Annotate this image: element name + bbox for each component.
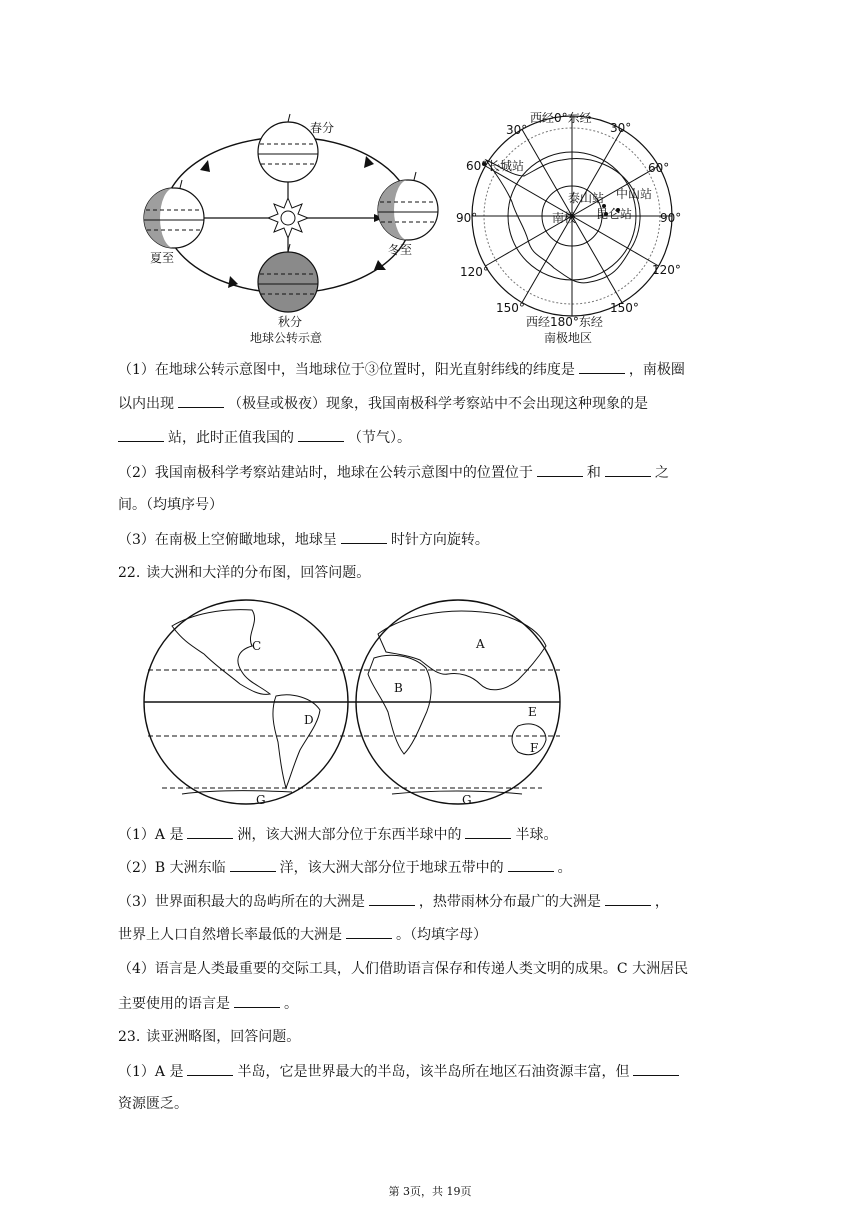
map-label-B: B [394, 681, 403, 695]
antarctic-polar-map [456, 106, 690, 350]
map-label-G-east: G [462, 793, 472, 807]
q21-part2-line2: 间。（均填序号） [118, 497, 223, 513]
answer-blank[interactable] [633, 1061, 679, 1076]
earth-revolution-diagram [138, 110, 448, 350]
question-title: 读亚洲略图，回答问题。 [146, 1029, 301, 1045]
map-label-D: D [304, 713, 314, 727]
station-kunlun: 昆仑站 [596, 207, 633, 221]
label-150-left: 150° [496, 301, 525, 315]
label-spring: 春分 [310, 121, 335, 135]
q21-part1-line3: 站，此时正值我国的 （节气）。 [118, 427, 758, 448]
label-60-right: 60° [648, 161, 670, 175]
continents-oceans-map [142, 594, 566, 814]
label-120-right: 120° [652, 263, 681, 277]
map-label-E: E [528, 705, 537, 719]
answer-blank[interactable] [605, 462, 651, 477]
answer-blank[interactable] [230, 857, 276, 872]
answer-blank[interactable] [346, 924, 392, 939]
answer-blank[interactable] [298, 427, 344, 442]
question-number: 23. [118, 1029, 141, 1045]
earth-winter [378, 172, 438, 240]
label-autumn: 秋分 [278, 315, 303, 329]
answer-blank[interactable] [178, 393, 224, 408]
figure2-caption: 南极地区 [544, 331, 593, 345]
map-label-F: F [530, 741, 539, 755]
label-30-right: 30° [610, 121, 632, 135]
q23-part1-line1: （1）A 是 半岛，它是世界最大的半岛，该半岛所在地区石油资源丰富，但 [118, 1061, 758, 1082]
label-90-left: 90° [456, 211, 478, 225]
answer-blank[interactable] [579, 359, 625, 374]
sun-icon [268, 198, 308, 238]
answer-blank[interactable] [537, 462, 583, 477]
label-120-left: 120° [460, 265, 489, 279]
q21-part3: （3）在南极上空俯瞰地球，地球呈 时针方向旋转。 [118, 529, 758, 550]
q22-part4-line2: 主要使用的语言是 。 [118, 993, 758, 1014]
label-30-left: 30° [506, 123, 528, 137]
figure1-caption: 地球公转示意 [250, 331, 323, 345]
answer-blank[interactable] [187, 824, 233, 839]
earth-autumn [258, 244, 318, 312]
label-pole: 南极 [552, 211, 577, 225]
earth-summer [144, 180, 204, 248]
station-zhongshan: 中山站 [616, 187, 653, 201]
answer-blank[interactable] [465, 824, 511, 839]
answer-blank[interactable] [118, 427, 164, 442]
page-footer: 第 3页，共 19页 [388, 1185, 472, 1198]
map-label-A: A [476, 637, 485, 651]
map-label-top: 西经0°东经 [530, 111, 592, 125]
q21-part2-line1: （2）我国南极科学考察站建站时，地球在公转示意图中的位置位于 和 之 [118, 462, 758, 483]
earth-spring [258, 114, 318, 182]
question-title: 读大洲和大洋的分布图，回答问题。 [146, 565, 371, 581]
station-changcheng: 长城站 [488, 159, 525, 173]
map-label-C: C [252, 639, 262, 653]
answer-blank[interactable] [341, 529, 387, 544]
q22-part1: （1）A 是 洲，该大洲大部分位于东西半球中的 半球。 [118, 824, 758, 845]
label-winter: 冬至 [388, 243, 413, 257]
q22-heading [118, 563, 758, 583]
map-label-G-west: G [256, 793, 266, 807]
answer-blank[interactable] [605, 891, 651, 906]
answer-blank[interactable] [234, 993, 280, 1008]
q21-part1-line2: 以内出现 （极昼或极夜）现象，我国南极科学考察站中不会出现这种现象的是 [118, 393, 758, 414]
q23-heading [118, 1027, 758, 1047]
label-summer: 夏至 [150, 251, 175, 265]
q22-part4-line1: （4）语言是人类最重要的交际工具，人们借助语言保存和传递人类文明的成果。C 大洲居民 [118, 961, 689, 977]
question-number: 22. [118, 565, 141, 581]
q22-part3-line2: 世界上人口自然增长率最低的大洲是 。（均填字母） [118, 924, 758, 945]
map-label-bottom: 西经180°东经 [526, 315, 603, 329]
answer-blank[interactable] [369, 891, 415, 906]
label-90-right: 90° [660, 211, 682, 225]
q21-part1-line1: （1）在地球公转示意图中，当地球位于③位置时，阳光直射纬线的纬度是 ，南极圈 [118, 359, 758, 380]
answer-blank[interactable] [187, 1061, 233, 1076]
label-150-right: 150° [610, 301, 639, 315]
q22-part3-line1: （3）世界面积最大的岛屿所在的大洲是 ，热带雨林分布最广的大洲是 ， [118, 891, 758, 912]
label-60-left: 60° [466, 159, 488, 173]
q22-part2: （2）B 大洲东临 洋，该大洲大部分位于地球五带中的 。 [118, 857, 758, 878]
station-taishan: 泰山站 [568, 191, 605, 205]
q23-part1-line2: 资源匮乏。 [118, 1096, 188, 1112]
answer-blank[interactable] [508, 857, 554, 872]
